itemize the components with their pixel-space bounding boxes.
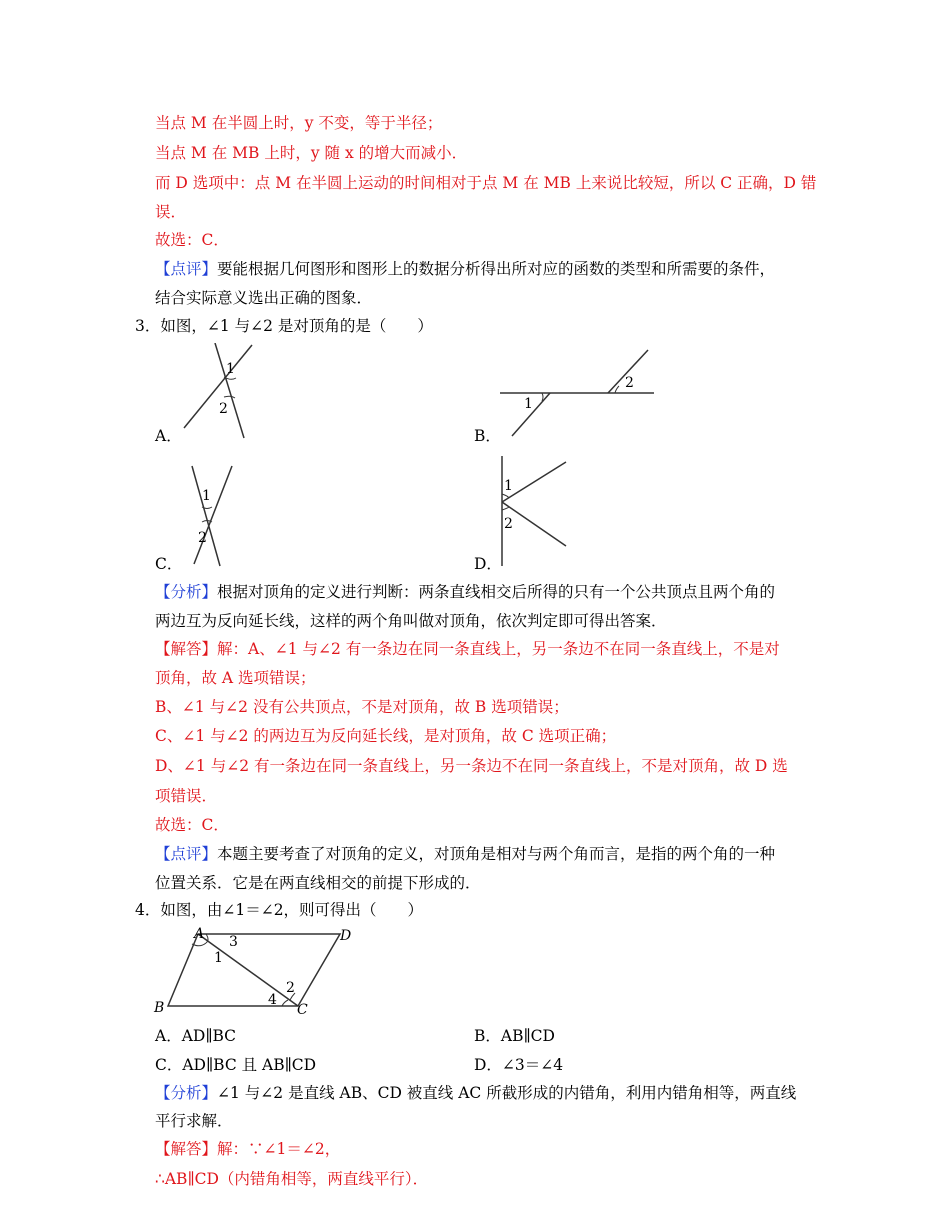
comment-text: 要能根据几何图形和图形上的数据分析得出所对应的函数的类型和所需要的条件， xyxy=(217,260,776,278)
q3-figure-d xyxy=(496,454,572,568)
angle-1-label: 1 xyxy=(202,488,211,504)
q3-figure-b xyxy=(498,348,658,440)
analysis-line xyxy=(155,1082,796,1104)
angle-2-label: 2 xyxy=(625,375,634,391)
analysis-text: ∠1 与∠2 是直线 AB、CD 被直线 AC 所截形成的内错角，利用内错角相等，两直线 xyxy=(217,1084,797,1102)
comment-tag: 【点评】 xyxy=(155,845,218,863)
analysis-tag: 【分析】 xyxy=(155,1084,218,1102)
q3-figure-a xyxy=(180,343,260,441)
solution-text: 解：∵∠1＝∠2， xyxy=(217,1140,341,1158)
vertex-a-label: A xyxy=(194,926,205,942)
question-3-stem: 3．如图，∠1 与∠2 是对顶角的是（ ） xyxy=(135,317,433,335)
answer-line: 故选：C． xyxy=(155,816,229,834)
angle-1-label: 1 xyxy=(226,361,235,377)
vertex-c-label: C xyxy=(297,1002,308,1016)
answer-line: 故选：C． xyxy=(155,231,229,249)
solution-line xyxy=(155,638,780,660)
option-b[interactable]: B． xyxy=(474,427,501,445)
comment-line: 结合实际意义选出正确的图象． xyxy=(155,289,373,307)
solution-line: ∴AB∥CD（内错角相等，两直线平行）． xyxy=(155,1170,429,1188)
analysis-text: 根据对顶角的定义进行判断：两条直线相交后所得的只有一个公共顶点且两个角的 xyxy=(217,583,776,601)
solution-tag: 【解答】 xyxy=(155,1140,218,1158)
text-line: 而 D 选项中：点 M 在半圆上运动的时间相对于点 M 在 MB 上来说比较短，所以 C 正确，D 错 xyxy=(155,174,817,192)
comment-text: 本题主要考查了对顶角的定义，对顶角是相对与两个角而言，是指的两个角的一种 xyxy=(217,845,776,863)
option-d[interactable]: D．∠3＝∠4 xyxy=(474,1056,564,1074)
option-c[interactable]: C． xyxy=(155,555,183,573)
question-4-stem: 4．如图，由∠1＝∠2，则可得出（ ） xyxy=(135,901,424,919)
analysis-line xyxy=(155,581,775,603)
solution-line: C、∠1 与∠2 的两边互为反向延长线，是对顶角，故 C 选项正确； xyxy=(155,727,617,745)
solution-line xyxy=(155,1138,340,1160)
angle-1-label: 1 xyxy=(214,950,223,966)
option-d[interactable]: D． xyxy=(474,555,502,573)
angle-2-label: 2 xyxy=(198,530,207,546)
angle-4-label: 4 xyxy=(268,992,277,1008)
vertex-b-label: B xyxy=(154,1000,165,1016)
solution-line: D、∠1 与∠2 有一条边在同一条直线上，另一条边不在同一条直线上，不是对顶角，故 D 选 xyxy=(155,757,788,775)
angle-3-label: 3 xyxy=(229,934,238,950)
angle-2-label: 2 xyxy=(286,980,295,996)
solution-line: 顶角，故 A 选项错误； xyxy=(155,669,316,687)
solution-line: 项错误． xyxy=(155,787,218,805)
angle-1-label: 1 xyxy=(504,478,513,494)
comment-line xyxy=(155,258,775,280)
vertex-d-label: D xyxy=(340,928,352,944)
angle-1-label: 1 xyxy=(524,396,533,412)
option-b[interactable]: B．AB∥CD xyxy=(474,1027,555,1045)
angle-2-label: 2 xyxy=(504,516,513,532)
analysis-line: 平行求解． xyxy=(155,1112,233,1130)
analysis-line: 两边互为反向延长线，这样的两个角叫做对顶角，依次判定即可得出答案． xyxy=(155,612,667,630)
q4-parallelogram-figure xyxy=(150,926,360,1016)
option-c[interactable]: C．AD∥BC 且 AB∥CD xyxy=(155,1056,317,1074)
solution-tag: 【解答】 xyxy=(155,640,218,658)
option-a[interactable]: A． xyxy=(155,427,182,445)
solution-line: B、∠1 与∠2 没有公共顶点，不是对顶角，故 B 选项错误； xyxy=(155,698,569,716)
analysis-tag: 【分析】 xyxy=(155,583,218,601)
comment-line: 位置关系．它是在两直线相交的前提下形成的． xyxy=(155,874,481,892)
q3-figure-c xyxy=(180,464,240,568)
comment-tag: 【点评】 xyxy=(155,260,218,278)
text-line: 误． xyxy=(155,203,187,221)
angle-2-label: 2 xyxy=(219,401,228,417)
solution-text: 解：A、∠1 与∠2 有一条边在同一条直线上，另一条边不在同一条直线上，不是对 xyxy=(217,640,780,658)
text-line: 当点 M 在半圆上时，y 不变，等于半径； xyxy=(155,114,443,132)
text-line: 当点 M 在 MB 上时，y 随 x 的增大而减小． xyxy=(155,144,468,162)
option-a[interactable]: A．AD∥BC xyxy=(155,1027,237,1045)
comment-line xyxy=(155,843,775,865)
